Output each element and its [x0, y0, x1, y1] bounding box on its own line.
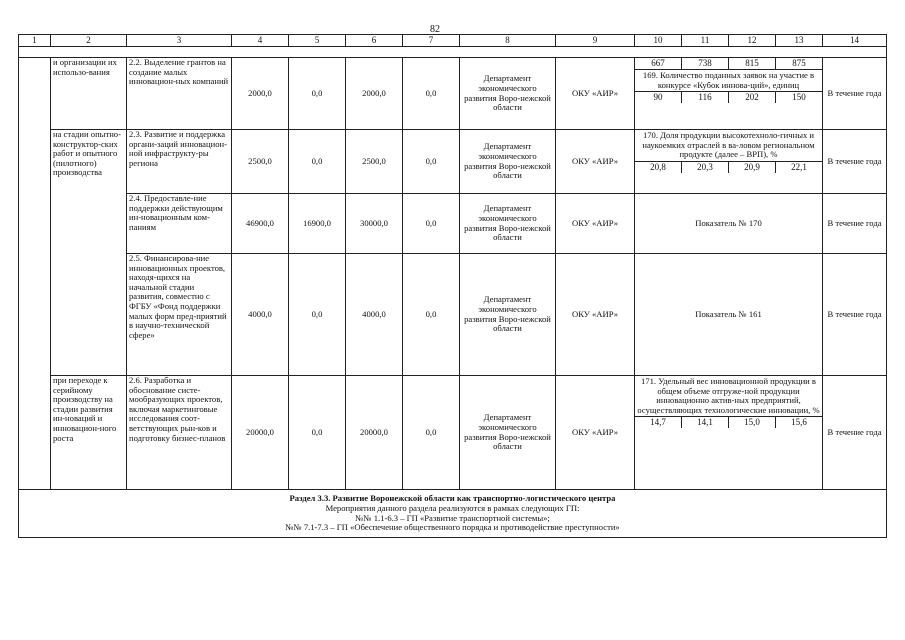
other-cell: 0,0	[403, 130, 460, 194]
header-cell: 11	[682, 35, 729, 47]
indicator-title: 171. Удельный вес инновационной продукции в общем объеме отгруже-ной продукции инновационно актив-ных предприятий, осуществляющих технологические инновации, %	[637, 376, 820, 415]
federal-cell: 16900,0	[289, 194, 346, 254]
indicator-values	[635, 416, 822, 428]
section-title: Раздел 3.3. Развитие Воронежской области как транспортно-логистического центра	[289, 493, 616, 504]
program-table	[18, 34, 887, 538]
measure-cell: 2.3. Развитие и поддержка органи-заций инновацион-ной инфраструкту-ры региона	[127, 130, 232, 194]
indicator-value: 20,3	[682, 162, 729, 173]
indicator-reference: Показатель № 161	[635, 254, 823, 376]
federal-cell: 0,0	[289, 58, 346, 130]
indicator-value: 22,1	[791, 161, 807, 172]
indicator-value: 20,8	[635, 162, 682, 173]
indicator-cell	[635, 58, 823, 130]
prev-values	[635, 58, 822, 69]
regional-cell: 4000,0	[346, 254, 403, 376]
section-line: №№ 7.1-7.3 – ГП «Обеспечение общественного порядка и противодействие преступности»	[285, 522, 620, 533]
blank-cell	[19, 58, 51, 490]
header-cell: 14	[823, 35, 887, 47]
indicator-cell	[635, 130, 823, 194]
indicator-title: 169. Количество поданных заявок на участие в конкурсе «Кубок иннова-ций», единиц	[635, 69, 822, 91]
department-cell: Департамент экономического развития Воро-нежской области	[460, 254, 556, 376]
section-line: Мероприятия данного раздела реализуются в рамках следующих ГП:	[325, 502, 580, 513]
indicator-title: 170. Доля продукции высокотехноло-гичных и наукоемких отраслей в ва-ловом региональном продукте (далее – ВРП), %	[642, 130, 815, 160]
header-cell: 12	[729, 35, 776, 47]
section-row	[19, 490, 887, 538]
header-cell: 7	[403, 35, 460, 47]
page-number: 82	[430, 24, 440, 35]
indicator-values	[635, 91, 822, 103]
header-cell: 2	[51, 35, 127, 47]
department-cell: Департамент экономического развития Воро-нежской области	[460, 194, 556, 254]
measure-cell: 2.6. Разработка и обоснование систе-мообразующих проектов, включая маркетинговые исследования соот-ветствующих рын-ков и подготовку бизнес-планов	[127, 376, 232, 490]
table-row	[19, 376, 887, 490]
executor-cell: ОКУ «АИР»	[556, 254, 635, 376]
federal-cell: 0,0	[289, 130, 346, 194]
section-line: №№ 1.1-6.3 – ГП «Развитие транспортной системы»;	[355, 512, 550, 523]
header-cell: 4	[232, 35, 289, 47]
prev-value: 815	[729, 58, 776, 69]
stage-cell: и организации их использо-вания	[51, 58, 127, 130]
spacer-row	[19, 47, 887, 58]
department-cell: Департамент экономического развития Воро-нежской области	[460, 130, 556, 194]
federal-cell: 0,0	[289, 254, 346, 376]
indicator-value: 20,9	[729, 162, 776, 173]
indicator-values	[635, 161, 822, 173]
total-cell: 4000,0	[232, 254, 289, 376]
indicator-value: 90	[635, 92, 682, 103]
regional-cell: 2500,0	[346, 130, 403, 194]
table-row	[19, 194, 887, 254]
header-cell: 6	[346, 35, 403, 47]
executor-cell: ОКУ «АИР»	[556, 194, 635, 254]
measure-cell: 2.4. Предоставле-ние поддержки действующим ин-новационным ком-паниям	[127, 194, 232, 254]
regional-cell: 30000,0	[346, 194, 403, 254]
other-cell: 0,0	[403, 376, 460, 490]
header-row	[19, 35, 887, 47]
indicator-cell	[635, 376, 823, 490]
executor-cell: ОКУ «АИР»	[556, 130, 635, 194]
table-row	[19, 130, 887, 194]
indicator-value: 14,1	[682, 417, 729, 428]
term-cell: В течение года	[823, 194, 887, 254]
table-row	[19, 254, 887, 376]
total-cell: 2500,0	[232, 130, 289, 194]
total-cell: 46900,0	[232, 194, 289, 254]
header-cell: 3	[127, 35, 232, 47]
table-row	[19, 58, 887, 130]
header-cell: 1	[19, 35, 51, 47]
term-cell: В течение года	[823, 130, 887, 194]
header-cell: 10	[635, 35, 682, 47]
stage-cell: на стадии опытно-конструктор-ских работ и опытного (пилотного) производства	[51, 130, 127, 376]
regional-cell: 20000,0	[346, 376, 403, 490]
indicator-value: 14,7	[635, 417, 682, 428]
total-cell: 2000,0	[232, 58, 289, 130]
header-cell: 5	[289, 35, 346, 47]
indicator-value: 15,0	[729, 417, 776, 428]
prev-value: 667	[635, 58, 682, 69]
total-cell: 20000,0	[232, 376, 289, 490]
other-cell: 0,0	[403, 194, 460, 254]
header-cell: 13	[776, 35, 823, 47]
term-cell: В течение года	[823, 58, 887, 130]
other-cell: 0,0	[403, 58, 460, 130]
term-cell: В течение года	[823, 254, 887, 376]
prev-value: 738	[682, 58, 729, 69]
measure-cell: 2.5. Финансирова-ние инновационных проектов, находя-щихся на начальной стадии развития, совместно с ФГБУ «Фонд поддержки малых форм пред-приятий в научно-технической сфере»	[127, 254, 232, 376]
header-cell: 8	[460, 35, 556, 47]
other-cell: 0,0	[403, 254, 460, 376]
indicator-value: 116	[682, 92, 729, 103]
indicator-value: 150	[792, 92, 806, 103]
indicator-reference: Показатель № 170	[635, 194, 823, 254]
department-cell: Департамент экономического развития Воро-нежской области	[460, 58, 556, 130]
executor-cell: ОКУ «АИР»	[556, 58, 635, 130]
measure-cell: 2.2. Выделение грантов на создание малых инновацион-ных компаний	[127, 58, 232, 130]
indicator-value: 202	[729, 92, 776, 103]
prev-value: 875	[792, 58, 806, 68]
indicator-value: 15,6	[791, 417, 807, 428]
federal-cell: 0,0	[289, 376, 346, 490]
regional-cell: 2000,0	[346, 58, 403, 130]
executor-cell: ОКУ «АИР»	[556, 376, 635, 490]
section-block	[19, 490, 887, 538]
header-cell: 9	[556, 35, 635, 47]
term-cell: В течение года	[823, 376, 887, 490]
stage-cell: при переходе к серийному производству на стадии развития ин-новаций и инновацион-ного роста	[51, 376, 127, 490]
department-cell: Департамент экономического развития Воро-нежской области	[460, 376, 556, 490]
